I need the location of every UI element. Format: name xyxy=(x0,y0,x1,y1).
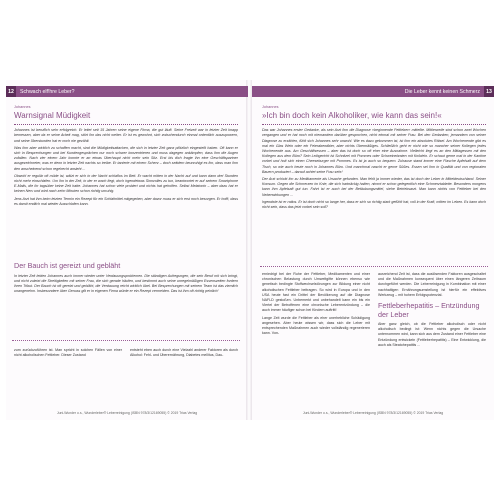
left-bottom-col2 xyxy=(130,348,238,406)
right-bottom-col2-text: ausreichend Zeit ist, dass die auslösenden Faktoren ausgeschaltet und die Maßnahmen konsequent über einen längeren Zeitraum durchgeführt werden. Die Leberreinigung in Kombination mit einer nachhaltigen Ernährungsumstellung ist hierfür ein effektives Werkzeug – mit hohem Erfolgspotenzial. xyxy=(378,272,486,297)
right-footer: Juni-Wunder o.s., Wunderleber® Leberreinigung (ISBN 978/3/12169055) © 2019 Trias Verlag xyxy=(302,411,444,415)
right-bottom-col1-text: erniedrigt bei der Ruhe der Fettleber, Medikamenten und einer chronischen Belastung durch Umweltgifte können ebenso wie genetisch bedingte Stoffwechselstörungen zur Bildung einer nicht alkoholischen Fettleber beitragen. So wird in Europa und in den USA heute fast ein Drittel der Bevölkerung auf die Diagnose NAFLD gestoßen. Unbemerkt und unbehandelt kann ein bis ein Viertel der Betroffenen eine chronische Leberentzündung – die auch immer häufiger schon bei Kindern auftritt! xyxy=(262,272,370,313)
right-dotted-divider xyxy=(260,266,488,267)
left-story-box xyxy=(14,105,238,258)
left-section-heading: Der Bauch ist gereizt und gebläht xyxy=(14,261,121,270)
left-running-head: Schwach elf!hre Leber? xyxy=(6,86,248,97)
left-intro-p1: Johannes ist beruflich sehr erfolgreich. Er leitet seit 15 Jahren seine eigene Firma, die gut läuft. Seine Freizeit war in letzter Zeit knapp bemessen, aber da er seine Arbeit mag, stört ihn das nicht weiter. Er ist es gewohnt, sich zwischendurch einmal ordentlich auszupowern, und seine Überstunden hat er noch nie gezählt. xyxy=(14,128,238,143)
left-dotted-divider xyxy=(12,340,240,341)
left-kicker: Johannes xyxy=(14,105,31,109)
left-title: Warnsignal Müdigkeit xyxy=(14,111,91,121)
left-intro-p4: Jens Arzt hat ihm beim letzten Termin ein Rezept für ein Schlafmittel mitgegeben, aber davor muss er sich erst noch besorgen. Er hofft, dass es damit endlich mal wieder Ausschlafen kann. xyxy=(14,196,238,206)
left-intro-p3: Obwohl er regulär oft müde ist, wälzt er sich in der Nacht schlaflos im Bett. Er wacht mitten in der Nacht auf und kann dann drei Stunden nicht mehr einschlafen. Um ihn in der Zeit, in der er wach liegt, doch irgendetwas Sinnvolles zu tun, beantwortet er auf seinem Smartphone E-Mails, die ihr tagsüber keine Zeit hatte. Johannes hat schon viele probiert und nichts hat geholfen. Selbst Melatonin – aber dazu hat er keinen Nerv und wird nach zehn Minuten schon richtig unruhig. xyxy=(14,173,238,194)
left-section-paragraph: In letzter Zeit leiden Johannes auch immer wieder unter Verdauungsproblemen. Die ständigen Aufregungen, die sein Beruf mit sich bringt, und nicht zuletzt die Streitigkeiten mit seiner Frau, die sich gerade häufen, und bestimmt auch seine unregelmäßigen Essenszeiten fordern ihren Tribut. Der Bauch ist oft gereizt und gebläht, die Verdauung reicht wirklich übel. Bei Besprechungen mit seinem Team ist das ziemlich unangenehm. Insbesondere über Genuss gilt er in eigenen Firma würde er ein Rezept vermeiden. Das ist ihm oft richtig peinlich! xyxy=(14,273,238,294)
left-bottom-col1 xyxy=(14,348,122,406)
left-footer: Juni-Wunder o.s., Wunderleber® Leberreinigung (ISBN 978/3/12169055) © 2019 Trias Verlag xyxy=(56,411,198,415)
left-bottom-col2-text: entsteht eben auch durch eine Vielzahl anderer Faktoren als durch Alkohol: Fehl- und Überernährung, Diabetes mellitus, Dau- xyxy=(130,348,238,358)
right-title-rule xyxy=(262,124,486,125)
right-page-number: 13 xyxy=(484,86,494,97)
right-bottom-col2 xyxy=(378,272,486,406)
right-subheading: Fettleberhepatitis – Entzündung der Leber xyxy=(378,301,480,319)
right-story-box xyxy=(262,105,486,261)
right-running-head: Die Leber kennt keinen Schmerz xyxy=(252,86,494,97)
left-page-number: 12 xyxy=(6,86,16,97)
right-bottom-col2b-text: Aber ganz gleich, ob die Fettleber alkoholisch oder nicht alkoholisch bedingt ist: Wenn nichts gegen die Ursache unternommen wird, kann sich aus dem Zustand einer Fettleber eine Entzündung entwickeln (Fettleberhepatitis) – Eine Entwicklung, die auch als Steatohepatitis ... xyxy=(378,322,486,347)
right-intro-p2: Der Arzt schickt ihn zu Medikamente als Ursache gefunden. Man fehlt ja immer wieder, das ist doch der Leber in Mitteldeutschland. Seiner Konsum. Gegen die Schmerzen im Knie, die sich hartnäckig halten, nimmt er schon gelegentlich eine Schmerztablette. Besonders morgens kann ihm Apfelsaft gut tun. Fahrt ist er auch bei der Betäubungsmittel, siehe Betriebsarzt. Man kann nichts von Fettleber bei den Nebenwirkungen ... xyxy=(262,177,486,197)
left-bottom-col1-text: zum zurückzuführen ist. Man spricht in solchen Fällen von einer nicht alkoholischen Fettleber. Dieser Zustand xyxy=(14,348,122,358)
book-gutter xyxy=(246,80,252,420)
left-intro-p2: Was ihm aber wirklich zu schaffen macht, sind die Müdigkeitsattacken, die sich in letzter Zeit ganz plötzlich eingestellt haben. Oft kann er sich in Besprechungen und bei Kundengesprächen nur noch schwer konzentrieren und muss dagegen ankämpfen, dass ihm die Augen zufallen. Nach vier einem Jahr konnte er an etwas Überhaupt nicht mehr sein Sitz. Erst bis dich fragte ihn eine Geschäftspartner ausgezeichneter, was er denn in letzter Zeit nachts so treibe. Er tanierte mit einem Scherz – doch seitdem beunruhigt es ihn, dass man ihm den anscheinend schon regelrecht ansieht ... xyxy=(14,145,238,171)
left-title-rule xyxy=(14,124,238,125)
right-title: »Ich bin doch kein Alkoholiker, wie kann das sein!« xyxy=(262,111,442,121)
right-bottom-col1 xyxy=(262,272,370,406)
right-intro-p1: Das war Johannes erster Gedanke, als sein Arzt ihm die Diagnose »beginnende Fettleber« mitteilte. Mittlerweile sind schon zwei Wochen vergangen und er hat noch mit niemandem darüber gesprochen, nicht einmal mit seiner Frau. Bei den Gedanken, jemandem von seiner Diagnose zu erzählen, fühlt sich Johannes sehr unwohl. Wie es dazu gekommen ist, ist ihm ein absolutes Rätsel. Am Wochenende gibt es mal ein Glas Wein oder ein Feierabendbier, aber nichts Übermäßiges. Schließlich geht er nicht wie so mancher seiner Kollegen jedes Wochenende aus. Am Geschäftsessen – aber das ist doch so oft eher eine Ausnahme. Vielleicht liegt es an den Mittagessen mit den Kollegen aus dem Büro? Sein Leibgericht ist Schnitzel mit Pommes oder Schweinebraten mit Knödeln. Er schaut gerne mal in der Kantine vorbei und holt sich einen Cheeseburger mit Pommes. Es ist ja auch so bequem. Zuhause stand immer eine Flasche Apfelsaft auf dem Tisch, so wie auch heute noch in Johannes Büro. Und manchmal nascht er gerne Süßes. Essen sei ihm in Qualität und von regionalen Bauern produziert – darauf achtet seine Frau sehr! xyxy=(262,128,486,174)
right-bottom-col1b-text: Lange Zeit wurde die Fettleber als eher unerhebliche Schädigung angesehen. Aber heute wissen wir, dass sich die Leber mit entsprechenden Maßnahmen auch wieder vollständig regenerieren kann. Von- xyxy=(262,315,370,336)
left-section xyxy=(14,258,238,328)
right-kicker: Johannes xyxy=(262,105,279,109)
right-intro-p3: Irgendwie ist er ratlos. Er ist doch nicht so lange her, dass er sich so richtig stark gefühlt hat, voll in der Kraft, mitten im Leben. Es kann doch nicht sein, dass das jetzt vorbei sein soll? xyxy=(262,199,486,210)
